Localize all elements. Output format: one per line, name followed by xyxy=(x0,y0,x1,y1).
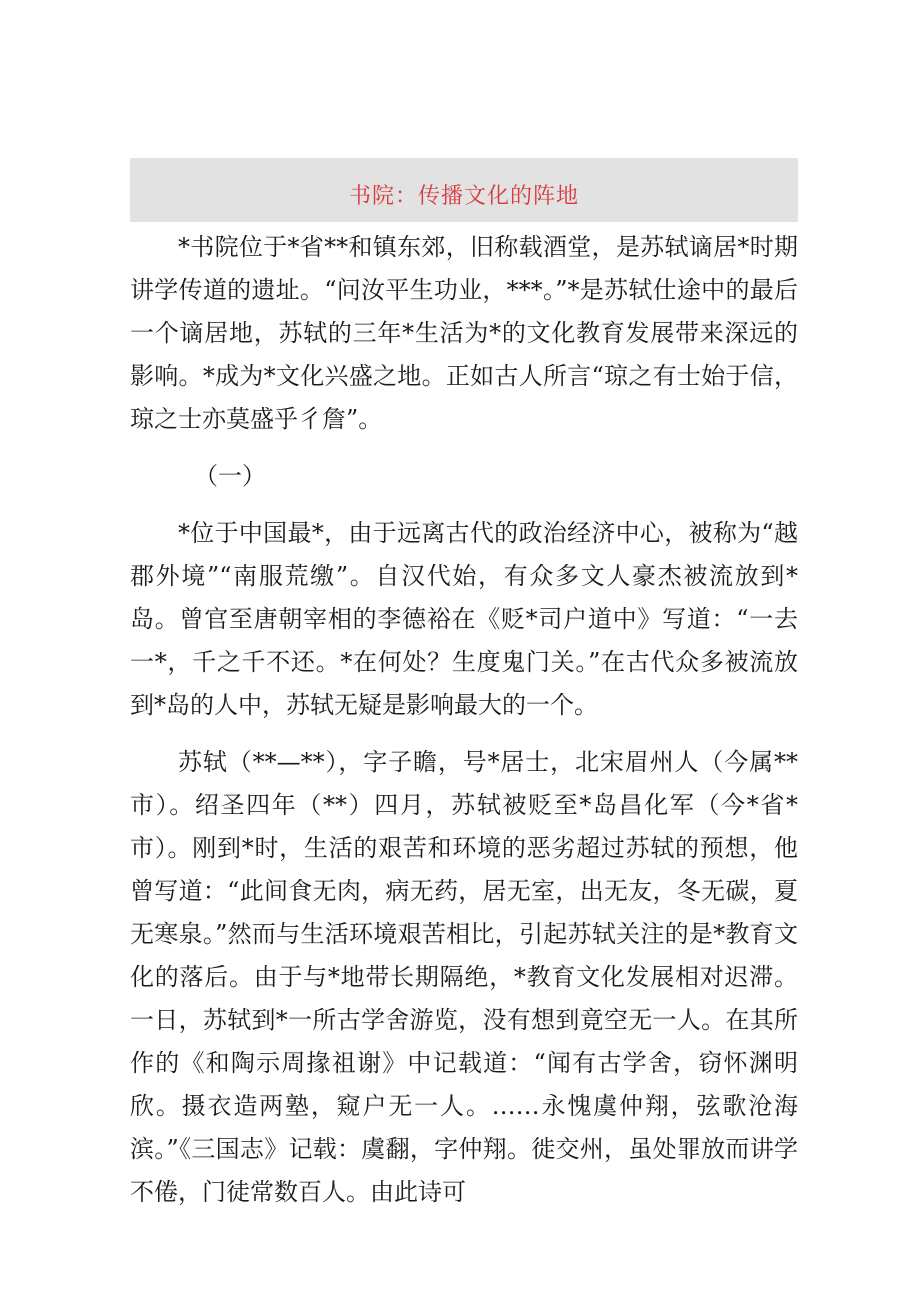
title-banner xyxy=(130,158,798,222)
document-title: 书院：传播文化的阵地 xyxy=(348,184,579,209)
section-heading: （一） xyxy=(194,462,266,490)
paragraph-intro: *书院位于*省**和镇东郊，旧称载酒堂，是苏轼谪居*时期讲学传道的遗址。“问汝平生功业，***。”*是苏轼仕途中的最后一个谪居地，苏轼的三年*生活为*的文化教育发展带来深远的影响。*成为*文化兴盛之地。正如古人所言“琼之有士始于信，琼之士亦莫盛乎彳詹”。 xyxy=(130,233,798,433)
document-body xyxy=(130,226,798,1214)
paragraph-su-shi: 苏轼（**—**），字子瞻，号*居士，北宋眉州人（今属**市）。绍圣四年（**）四月，苏轼被贬至*岛昌化军（今*省*市）。刚到*时，生活的艰苦和环境的恶劣超过苏轼的预想，他曾写道：“此间食无肉，病无药，居无室，出无友，冬无碳，夏无寒泉。”然而与生活环境艰苦相比，引起苏轼关注的是*教育文化的落后。由于与*地带长期隔绝，*教育文化发展相对迟滞。一日，苏轼到*一所古学舍游览，没有想到竟空无一人。在其所作的《和陶示周掾祖谢》中记载道：“闻有古学舍，窃怀渊明欣。摄衣造两塾，窥户无一人。……永愧虞仲翔，弦歌沧海滨。”《三国志》记载：虞翻，字仲翔。徙交州，虽处罪放而讲学不倦，门徒常数百人。由此诗可 xyxy=(130,748,798,1206)
paragraph-location: *位于中国最*，由于远离古代的政治经济中心，被称为“越郡外境”“南服荒缴”。自汉代始，有众多文人豪杰被流放到*岛。曾官至唐朝宰相的李德裕在《贬*司户道中》写道：“一去一*，千之千不还。*在何处？生度鬼门关。”在古代众多被流放到*岛的人中，苏轼无疑是影响最大的一个。 xyxy=(130,519,798,719)
